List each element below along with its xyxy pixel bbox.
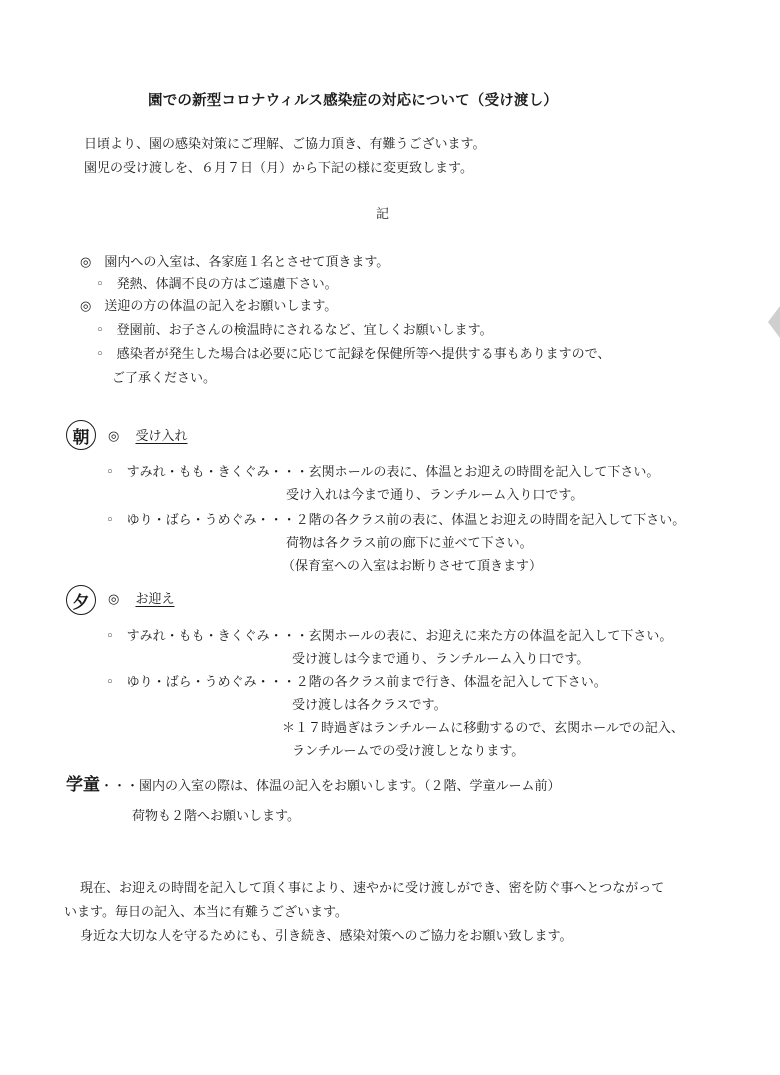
gakudou-line	[66, 776, 560, 796]
evening-row-yuri-note-2: ＊１７時過ぎはランチルームに移動するので、玄関ホールでの記入、	[282, 721, 684, 736]
closing-line-3: 身近な大切な人を守るためにも、引き続き、感染対策へのご協力をお願い致します。	[80, 929, 573, 944]
morning-row-yuri-note-2: （保育室への入室はお断りさせて頂きます）	[282, 559, 543, 574]
general-subitem-fever: ◦ 発熱、体調不良の方はご遠慮下さい。	[96, 277, 338, 292]
morning-row-yuri-note-1: 荷物は各クラス前の廊下に並べて下さい。	[286, 536, 533, 551]
morning-heading-label: 受け入れ	[135, 429, 188, 444]
closing-line-2: います。毎日の記入、本当に有難うございます。	[64, 905, 348, 920]
page-edge-mark	[768, 306, 780, 338]
intro-line-1: 日頃より、園の感染対策にご理解、ご協力頂き、有難うございます。	[84, 137, 486, 152]
morning-heading	[108, 428, 188, 446]
general-subitem-check-temp: ◦ 登園前、お子さんの検温時にされるなど、宜しくお願いします。	[96, 323, 493, 338]
morning-heading-mark: ◎	[108, 429, 120, 444]
general-subitem-health-center: ◦ 感染者が発生した場合は必要に応じて記録を保健所等へ提供する事もありますので、	[96, 347, 611, 362]
evening-row-sumire: ◦ すみれ・もも・きくぐみ・・・玄関ホールの表に、お迎えに来た方の体温を記入して下さい。	[106, 629, 673, 644]
evening-row-yuri-note-1: 受け渡しは各クラスです。	[292, 698, 447, 713]
general-item-entry-limit: ◎ 園内への入室は、各家庭１名とさせて頂きます。	[80, 255, 390, 270]
gakudou-text: ・・・園内の入室の際は、体温の記入をお願いします。（２階、学童ルーム前）	[100, 779, 561, 794]
morning-row-sumire: ◦ すみれ・もも・きくぐみ・・・玄関ホールの表に、体温とお迎えの時間を記入して下さい。	[106, 465, 660, 480]
gakudou-label: 学童	[66, 775, 100, 795]
general-subitem-understanding: ご了承ください。	[112, 371, 217, 386]
closing-line-1: 現在、お迎えの時間を記入して頂く事により、速やかに受け渡しができ、密を防ぐ事へとつながって	[80, 881, 665, 896]
document-title: 園での新型コロナウィルス感染症の対応について（受け渡し）	[148, 92, 559, 109]
morning-badge: 朝	[66, 420, 96, 450]
evening-heading-mark: ◎	[108, 592, 120, 607]
morning-row-sumire-note: 受け入れは今まで通り、ランチルーム入り口です。	[286, 488, 584, 503]
ki-heading: 記	[376, 207, 390, 222]
general-item-temperature: ◎ 送迎の方の体温の記入をお願いします。	[80, 299, 338, 314]
intro-line-2: 園児の受け渡しを、６月７日（月）から下記の様に変更致します。	[84, 161, 473, 176]
evening-row-yuri: ◦ ゆり・ばら・うめぐみ・・・２階の各クラス前まで行き、体温を記入して下さい。	[106, 675, 607, 690]
evening-row-yuri-note-3: ランチルームでの受け渡しとなります。	[292, 744, 525, 759]
evening-row-sumire-note: 受け渡しは今まで通り、ランチルーム入り口です。	[292, 652, 590, 667]
evening-heading	[108, 591, 175, 609]
evening-badge: 夕	[66, 585, 96, 615]
evening-heading-label: お迎え	[135, 592, 175, 607]
morning-row-yuri: ◦ ゆり・ばら・うめぐみ・・・２階の各クラス前の表に、体温とお迎えの時間を記入して下さい。	[106, 513, 686, 528]
gakudou-note: 荷物も２階へお願いします。	[132, 809, 300, 824]
